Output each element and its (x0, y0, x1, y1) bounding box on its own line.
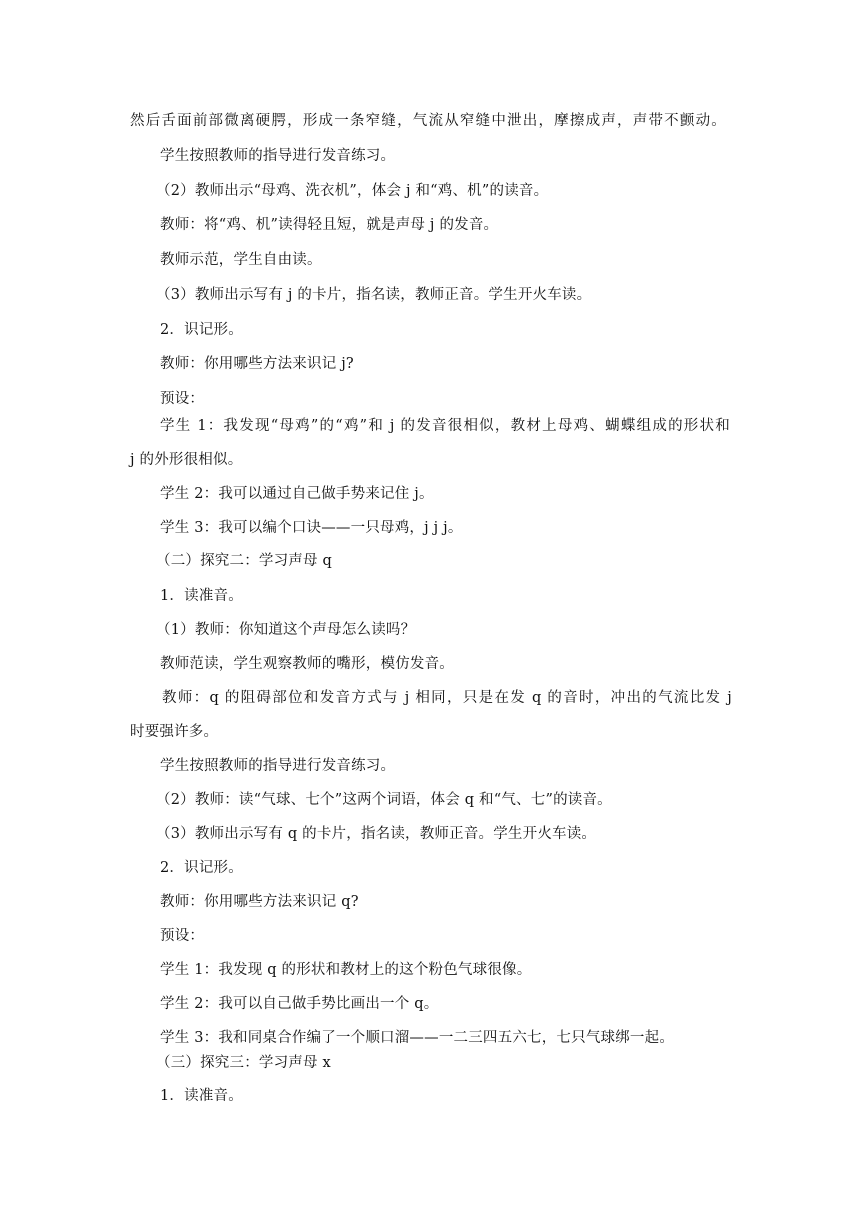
paragraph-line: （3）教师出示写有 q 的卡片，指名读，教师正音。学生开火车读。 (156, 826, 597, 842)
paragraph-line: （三）探究三：学习声母 x (156, 1055, 331, 1071)
paragraph-line: 学生 2：我可以通过自己做手势来记住 j。 (160, 486, 434, 502)
paragraph-line: 2．识记形。 (160, 860, 243, 876)
paragraph-line: （二）探究二：学习声母 q (156, 553, 332, 569)
paragraph-line: 教师示范，学生自由读。 (160, 252, 322, 268)
paragraph-line: 学生 3：我和同桌合作编了一个顺口溜——一二三四五六七，七只气球绑一起。 (160, 1030, 675, 1046)
paragraph-line: 1．读准音。 (160, 588, 243, 604)
paragraph-line: 时要强许多。 (130, 724, 219, 740)
paragraph-line: 教师范读，学生观察教师的嘴形，模仿发音。 (160, 656, 454, 672)
paragraph-line: （2）教师：读“气球、七个”这两个词语，体会 q 和“气、七”的读音。 (156, 792, 612, 808)
paragraph-line: 学生 1：我发现“母鸡”的“鸡”和 j 的发音很相似，教材上母鸡、蝴蝶组成的形状和 (160, 418, 730, 434)
paragraph-line: 学生 3：我可以编个口诀——一只母鸡，j j j。 (160, 520, 463, 536)
paragraph-line: 教师：将“鸡、机”读得轻且短，就是声母 j 的发音。 (160, 217, 499, 233)
paragraph-line: 2．识记形。 (160, 322, 243, 338)
paragraph-line: 学生 1：我发现 q 的形状和教材上的这个粉色气球很像。 (160, 962, 532, 978)
paragraph-line: 预设： (160, 391, 205, 407)
paragraph-line: 教师：q 的阻碍部位和发音方式与 j 相同，只是在发 q 的音时，冲出的气流比发 j (162, 690, 732, 706)
paragraph-line: 教师：你用哪些方法来识记 j? (160, 356, 354, 372)
paragraph-line: （3）教师出示写有 j 的卡片，指名读，教师正音。学生开火车读。 (156, 287, 592, 303)
paragraph-line: （2）教师出示“母鸡、洗衣机”，体会 j 和“鸡、机”的读音。 (156, 183, 549, 199)
paragraph-line: 教师：你用哪些方法来识记 q? (160, 894, 359, 910)
paragraph-line: 预设： (160, 928, 205, 944)
paragraph-line: j 的外形很相似。 (130, 452, 243, 468)
paragraph-line: 1．读准音。 (160, 1088, 243, 1104)
paragraph-line: 学生按照教师的指导进行发音练习。 (160, 758, 396, 774)
paragraph-line: 然后舌面前部微离硬腭，形成一条窄缝，气流从窄缝中泄出，摩擦成声，声带不颤动。 (130, 113, 726, 129)
paragraph-line: 学生 2：我可以自己做手势比画出一个 q。 (160, 996, 439, 1012)
paragraph-line: 学生按照教师的指导进行发音练习。 (160, 148, 396, 164)
paragraph-line: （1）教师：你知道这个声母怎么读吗？ (156, 622, 416, 638)
